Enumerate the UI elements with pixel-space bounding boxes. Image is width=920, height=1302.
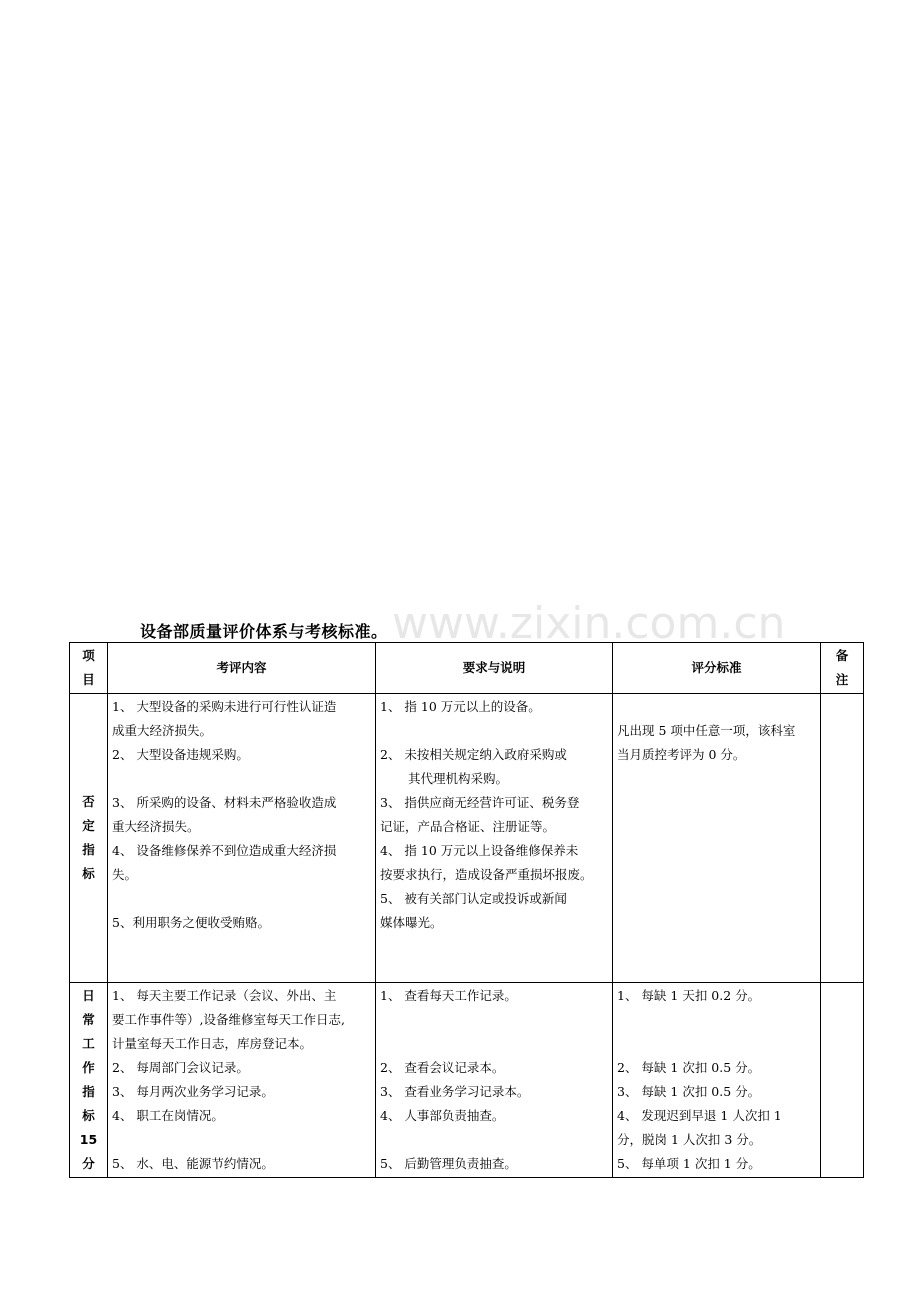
requirement-line: 1、 查看每天工作记录。 bbox=[380, 988, 517, 1003]
content-line bbox=[112, 1128, 371, 1152]
standard-line: 2、 每缺 1 次扣 0.5 分。 bbox=[617, 1060, 761, 1075]
header-requirement: 要求与说明 bbox=[376, 643, 613, 694]
requirement-line bbox=[380, 1032, 608, 1056]
header-standard: 评分标准 bbox=[613, 643, 821, 694]
row-item bbox=[70, 694, 108, 983]
standard-line bbox=[617, 1032, 816, 1056]
requirement-line bbox=[380, 1008, 608, 1032]
standard-line: 3、 每缺 1 次扣 0.5 分。 bbox=[617, 1084, 761, 1099]
row-item-char: 工 bbox=[82, 1036, 95, 1051]
requirement-line: 记证，产品合格证、注册证等。 bbox=[380, 819, 556, 834]
standard-cell bbox=[613, 983, 821, 1178]
content-line: 要工作事件等）,设备维修室每天工作日志, bbox=[112, 1012, 345, 1027]
row-item-char: 日 bbox=[82, 988, 95, 1003]
requirement-line: 按要求执行，造成设备严重损坏报废。 bbox=[380, 867, 593, 882]
page-title: 设备部质量评价体系与考核标准。 bbox=[140, 622, 388, 641]
watermark: www.zixin.com.cn bbox=[392, 598, 786, 649]
content-line: 2、 大型设备违规采购。 bbox=[112, 747, 249, 762]
row-item-char: 15 bbox=[79, 1132, 98, 1147]
remark-cell bbox=[821, 694, 864, 983]
requirement-line: 3、 查看业务学习记录本。 bbox=[380, 1084, 530, 1099]
row-item-char: 否 bbox=[82, 794, 95, 809]
header-remark: 备 注 bbox=[821, 643, 864, 694]
content-line: 4、 设备维修保养不到位造成重大经济损 bbox=[112, 843, 337, 858]
requirement-line: 5、 后勤管理负责抽查。 bbox=[380, 1156, 517, 1171]
standard-cell bbox=[613, 694, 821, 983]
header-content: 考评内容 bbox=[108, 643, 376, 694]
standard-line bbox=[617, 1008, 816, 1032]
standard-line: 当月质控考评为 0 分。 bbox=[617, 747, 746, 762]
content-line bbox=[112, 887, 371, 911]
requirement-cell bbox=[376, 694, 613, 983]
content-line: 4、 职工在岗情况。 bbox=[112, 1108, 224, 1123]
requirement-line bbox=[380, 719, 608, 743]
content-line: 失。 bbox=[112, 867, 138, 882]
requirement-line: 4、 人事部负责抽查。 bbox=[380, 1108, 505, 1123]
standard-line: 凡出现 5 项中任意一项，该科室 bbox=[617, 723, 796, 738]
content-line: 1、 每天主要工作记录（会议、外出、主 bbox=[112, 988, 337, 1003]
requirement-line: 4、 指 10 万元以上设备维修保养未 bbox=[380, 843, 579, 858]
header-row bbox=[70, 643, 864, 694]
standard-line: 4、 发现迟到早退 1 人次扣 1 bbox=[617, 1108, 782, 1123]
requirement-line: 5、 被有关部门认定或投诉或新闻 bbox=[380, 891, 567, 906]
requirement-line: 2、 查看会议记录本。 bbox=[380, 1060, 505, 1075]
row-item-char: 作 bbox=[82, 1060, 95, 1075]
table-row-veto bbox=[70, 694, 864, 983]
content-line: 重大经济损失。 bbox=[112, 819, 200, 834]
header-item: 项 目 bbox=[70, 643, 108, 694]
row-item-char: 定 bbox=[82, 818, 95, 833]
requirement-line: 1、 指 10 万元以上的设备。 bbox=[380, 699, 541, 714]
requirement-line bbox=[380, 1128, 608, 1152]
content-line: 1、 大型设备的采购未进行可行性认证造 bbox=[112, 699, 337, 714]
requirement-line: 其代理机构采购。 bbox=[408, 771, 509, 786]
requirement-cell bbox=[376, 983, 613, 1178]
row-item-char: 分 bbox=[82, 1156, 95, 1171]
standard-line: 5、 每单项 1 次扣 1 分。 bbox=[617, 1156, 761, 1171]
row-item-char: 指 bbox=[82, 842, 95, 857]
requirement-line: 2、 未按相关规定纳入政府采购或 bbox=[380, 747, 567, 762]
requirement-line: 媒体曝光。 bbox=[380, 915, 443, 930]
row-item-char: 指 bbox=[82, 1084, 95, 1099]
standard-line: 分，脱岗 1 人次扣 3 分。 bbox=[617, 1132, 762, 1147]
requirement-line: 3、 指供应商无经营许可证、税务登 bbox=[380, 795, 580, 810]
table-row-daily bbox=[70, 983, 864, 1178]
content-line: 5、 水、电、能源节约情况。 bbox=[112, 1156, 274, 1171]
content-line: 计量室每天工作日志，库房登记本。 bbox=[112, 1036, 313, 1051]
standard-line bbox=[617, 695, 816, 719]
content-line: 3、 每月两次业务学习记录。 bbox=[112, 1084, 274, 1099]
content-line: 3、 所采购的设备、材料未严格验收造成 bbox=[112, 795, 337, 810]
row-item bbox=[70, 983, 108, 1178]
content-cell bbox=[108, 694, 376, 983]
standard-line: 1、 每缺 1 天扣 0.2 分。 bbox=[617, 988, 761, 1003]
row-item-char: 常 bbox=[82, 1012, 95, 1027]
remark-cell bbox=[821, 983, 864, 1178]
content-line: 5、利用职务之便收受贿赂。 bbox=[112, 915, 270, 930]
content-line bbox=[112, 767, 371, 791]
content-cell bbox=[108, 983, 376, 1178]
row-item-char: 标 bbox=[82, 866, 95, 881]
content-line: 成重大经济损失。 bbox=[112, 723, 213, 738]
assessment-table bbox=[69, 642, 864, 1178]
row-item-char: 标 bbox=[82, 1108, 95, 1123]
content-line: 2、 每周部门会议记录。 bbox=[112, 1060, 249, 1075]
